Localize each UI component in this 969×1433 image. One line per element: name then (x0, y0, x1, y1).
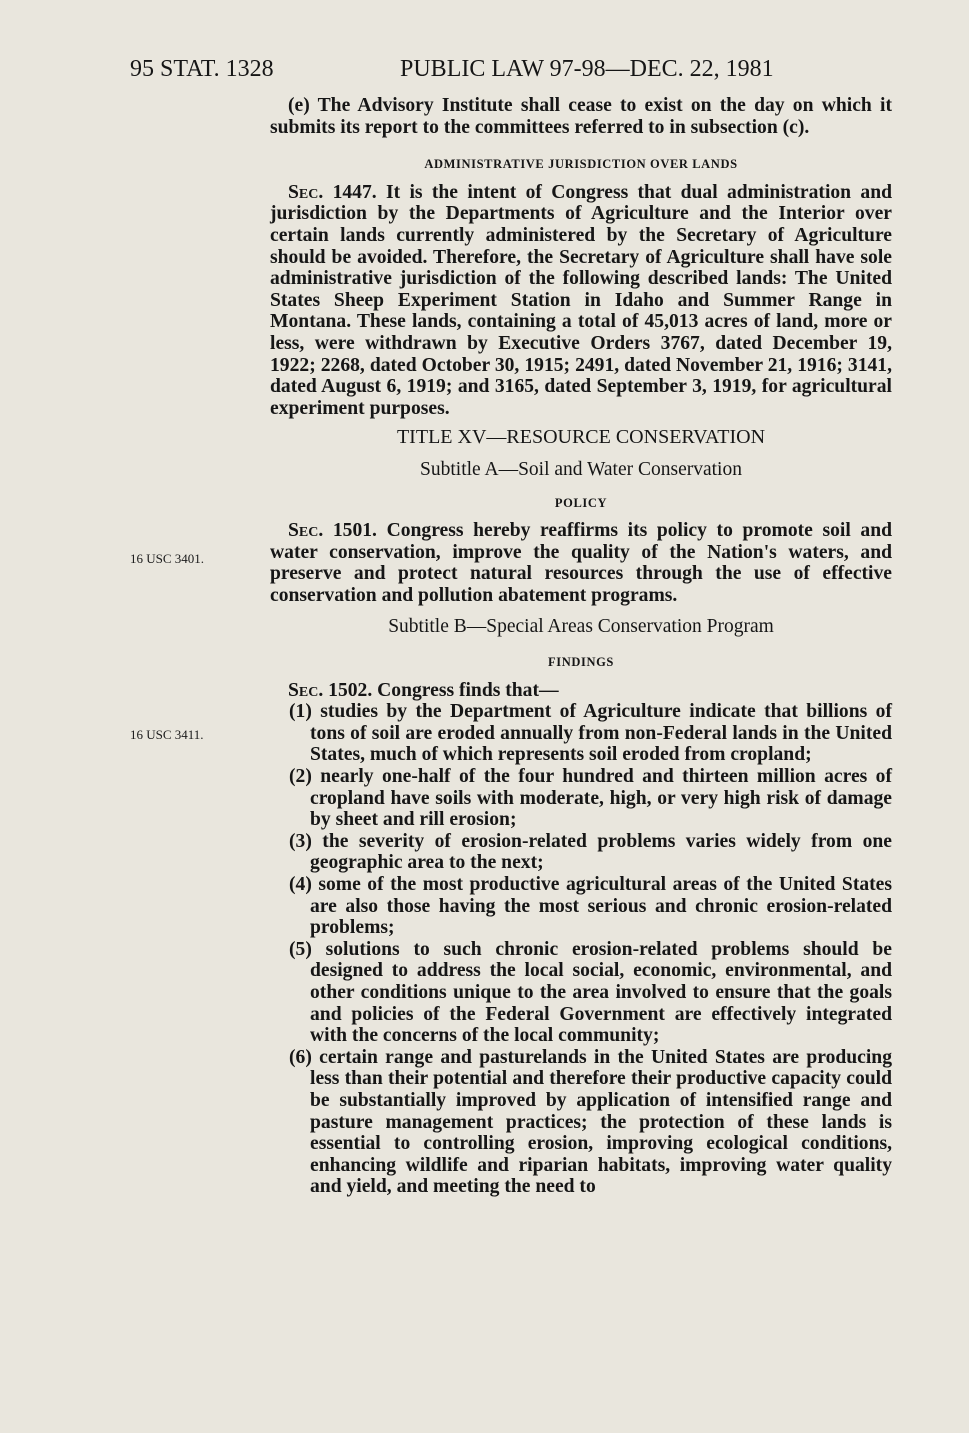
subtitle-b: Subtitle B—Special Areas Conservation Program (388, 616, 774, 638)
title-xv: TITLE XV—RESOURCE CONSERVATION (396, 426, 766, 449)
section-1447-label: Sec. 1447. (288, 181, 377, 203)
finding-item: (2) nearly one-half of the four hundred and thirteen million acres of cropland have soils with moderate, high, or very high risk of damage by sheet and rill erosion; (289, 766, 892, 831)
section-heading-admin: ADMINISTRATIVE JURISDICTION OVER LANDS (424, 157, 738, 172)
stat-citation: 95 STAT. 1328 (130, 56, 274, 82)
subtitle-a: Subtitle A—Soil and Water Conservation (420, 458, 742, 480)
section-1502-lead-text: Congress finds that— (372, 679, 559, 701)
intro-paragraph: (e) The Advisory Institute shall cease to exist on the day on which it submits its report to the committees referred to in subsection (c). (270, 95, 892, 138)
section-1447-paragraph (270, 182, 892, 420)
finding-item: (6) certain range and pasturelands in the United States are producing less than their potential and therefore their productive capacity could be substantially improved by application of intensified range and pasture management practices; the protection of these lands is essential to controlling erosion, improving ecological conditions, enhancing wildlife and riparian habitats, improving water quality and yield, and meeting the need to (289, 1046, 892, 1198)
law-reference: PUBLIC LAW 97-98—DEC. 22, 1981 (400, 56, 774, 82)
finding-item: (1) studies by the Department of Agriculture indicate that billions of tons of soil are eroded annually from non-Federal lands in the United States, much of which represents soil eroded from cropland; (289, 701, 892, 766)
finding-item: (3) the severity of erosion-related problems varies widely from one geographic area to the next; (289, 830, 892, 874)
section-1501-paragraph (270, 520, 892, 606)
section-heading-policy: POLICY (554, 495, 608, 510)
section-heading-findings: FINDINGS (548, 655, 614, 670)
margin-note-3401: 16 USC 3401. (130, 551, 205, 566)
section-1502-label: Sec. 1502. (288, 679, 373, 701)
document-body (270, 95, 892, 1198)
finding-item: (4) some of the most productive agricultural areas of the United States are also those having the most serious and chronic erosion-related problems; (289, 874, 892, 939)
section-1447-text: It is the intent of Congress that dual administration and jurisdiction by the Departments of Agriculture and the Interior over certain lands currently administered by the Secretary of Agriculture should be avoided. Therefore, the Secretary of Agriculture shall have sole administrative jurisdiction of the following described lands: The United States Sheep Experiment Station in Idaho and Summer Range in Montana. These lands, containing a total of 45,013 acres of land, more or less, were withdrawn by Executive Orders 3767, dated December 19, 1922; 2268, dated October 30, 1915; 2491, dated November 21, 1916; 3141, dated August 6, 1919; and 3165, dated September 3, 1919, for agricultural experiment purposes. (270, 181, 892, 419)
finding-item: (5) solutions to such chronic erosion-related problems should be designed to address the local social, economic, environmental, and other conditions unique to the area involved to ensure that the goals and policies of the Federal Government are effectively integrated with the concerns of the local community; (289, 938, 892, 1047)
section-1501-text: Congress hereby reaffirms its policy to promote soil and water conservation, improve the quality of the Nation's waters, and preserve and protect natural resources through the use of effective conservation and pollution abatement programs. (270, 520, 892, 606)
section-1502-lead (270, 680, 892, 702)
section-1501-label: Sec. 1501. (288, 520, 377, 542)
margin-note-3411: 16 USC 3411. (130, 727, 204, 742)
